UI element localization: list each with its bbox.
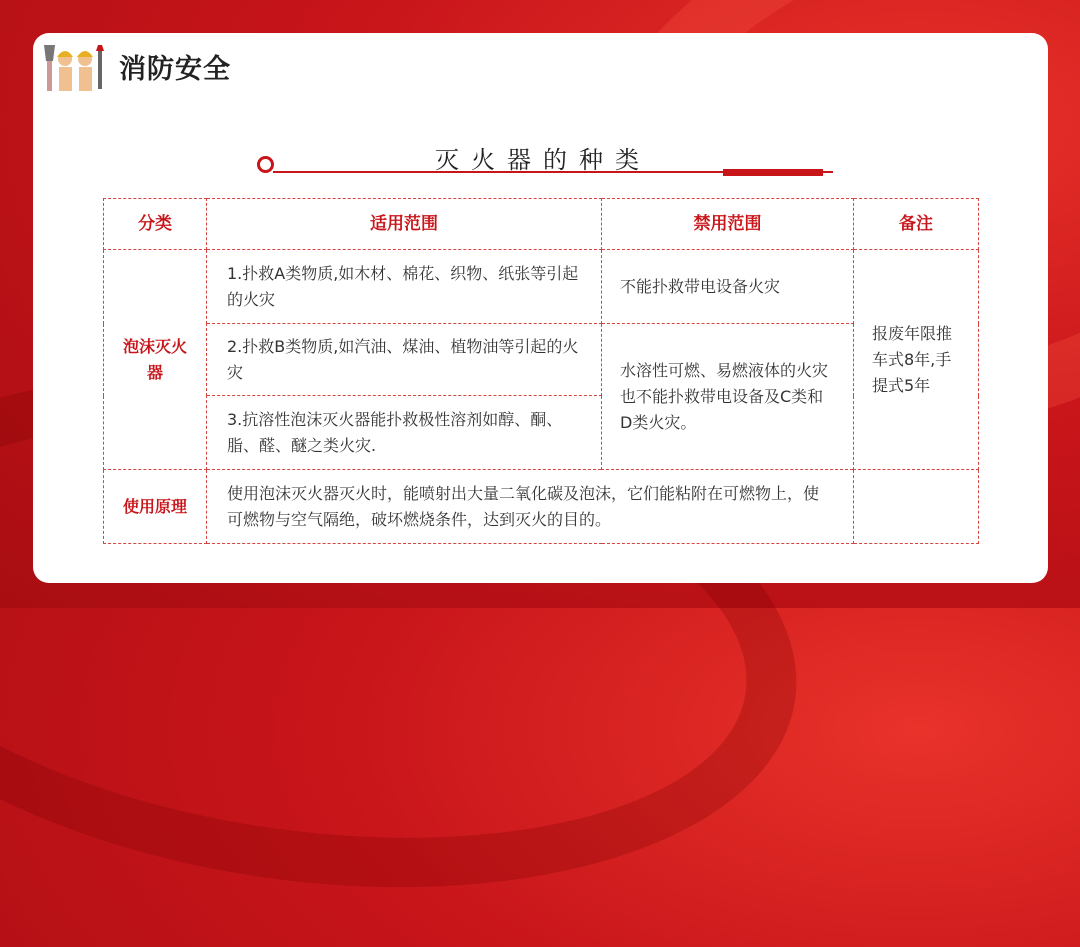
table-row: [104, 324, 979, 396]
header-banned: 禁用范围: [602, 199, 854, 250]
table-row: [104, 250, 979, 324]
header-notes: 备注: [854, 199, 979, 250]
header-category: 分类: [104, 199, 207, 250]
banned-cell: 水溶性可燃、易燃液体的火灾也不能扑救带电设备及C类和D类火灾。: [602, 324, 854, 470]
scope-cell: 2.扑救B类物质,如汽油、煤油、植物油等引起的火灾: [207, 324, 602, 396]
section-title-row: [253, 138, 833, 178]
principle-cell: 使用泡沫灭火器灭火时，能喷射出大量二氧化碳及泡沫，它们能粘附在可燃物上，使可燃物与空气隔绝，破坏燃烧条件，达到灭火的目的。: [207, 470, 854, 544]
scope-cell: 3.抗溶性泡沫灭火器能扑救极性溶剂如醇、酮、脂、醛、醚之类火灾.: [207, 396, 602, 470]
notes-cell: [854, 470, 979, 544]
brand-title: 消防安全: [119, 54, 231, 85]
scope-cell: 1.扑救A类物质,如木材、棉花、织物、纸张等引起的火灾: [207, 250, 602, 324]
category-foam: 泡沫灭火器: [104, 250, 207, 470]
firefighter-tools-icon: [41, 41, 109, 93]
table-row: [104, 470, 979, 544]
banned-cell: 不能扑救带电设备火灾: [602, 250, 854, 324]
content-card: [33, 33, 1048, 583]
title-accent-bar: [723, 169, 823, 176]
header-scope: 适用范围: [207, 199, 602, 250]
notes-cell: 报废年限推车式8年,手提式5年: [854, 250, 979, 470]
extinguisher-table: [103, 198, 979, 544]
table-header-row: [104, 199, 979, 250]
section-title: 灭火器的种类: [435, 146, 651, 174]
category-principle: 使用原理: [104, 470, 207, 544]
title-ring-icon: [257, 156, 274, 173]
